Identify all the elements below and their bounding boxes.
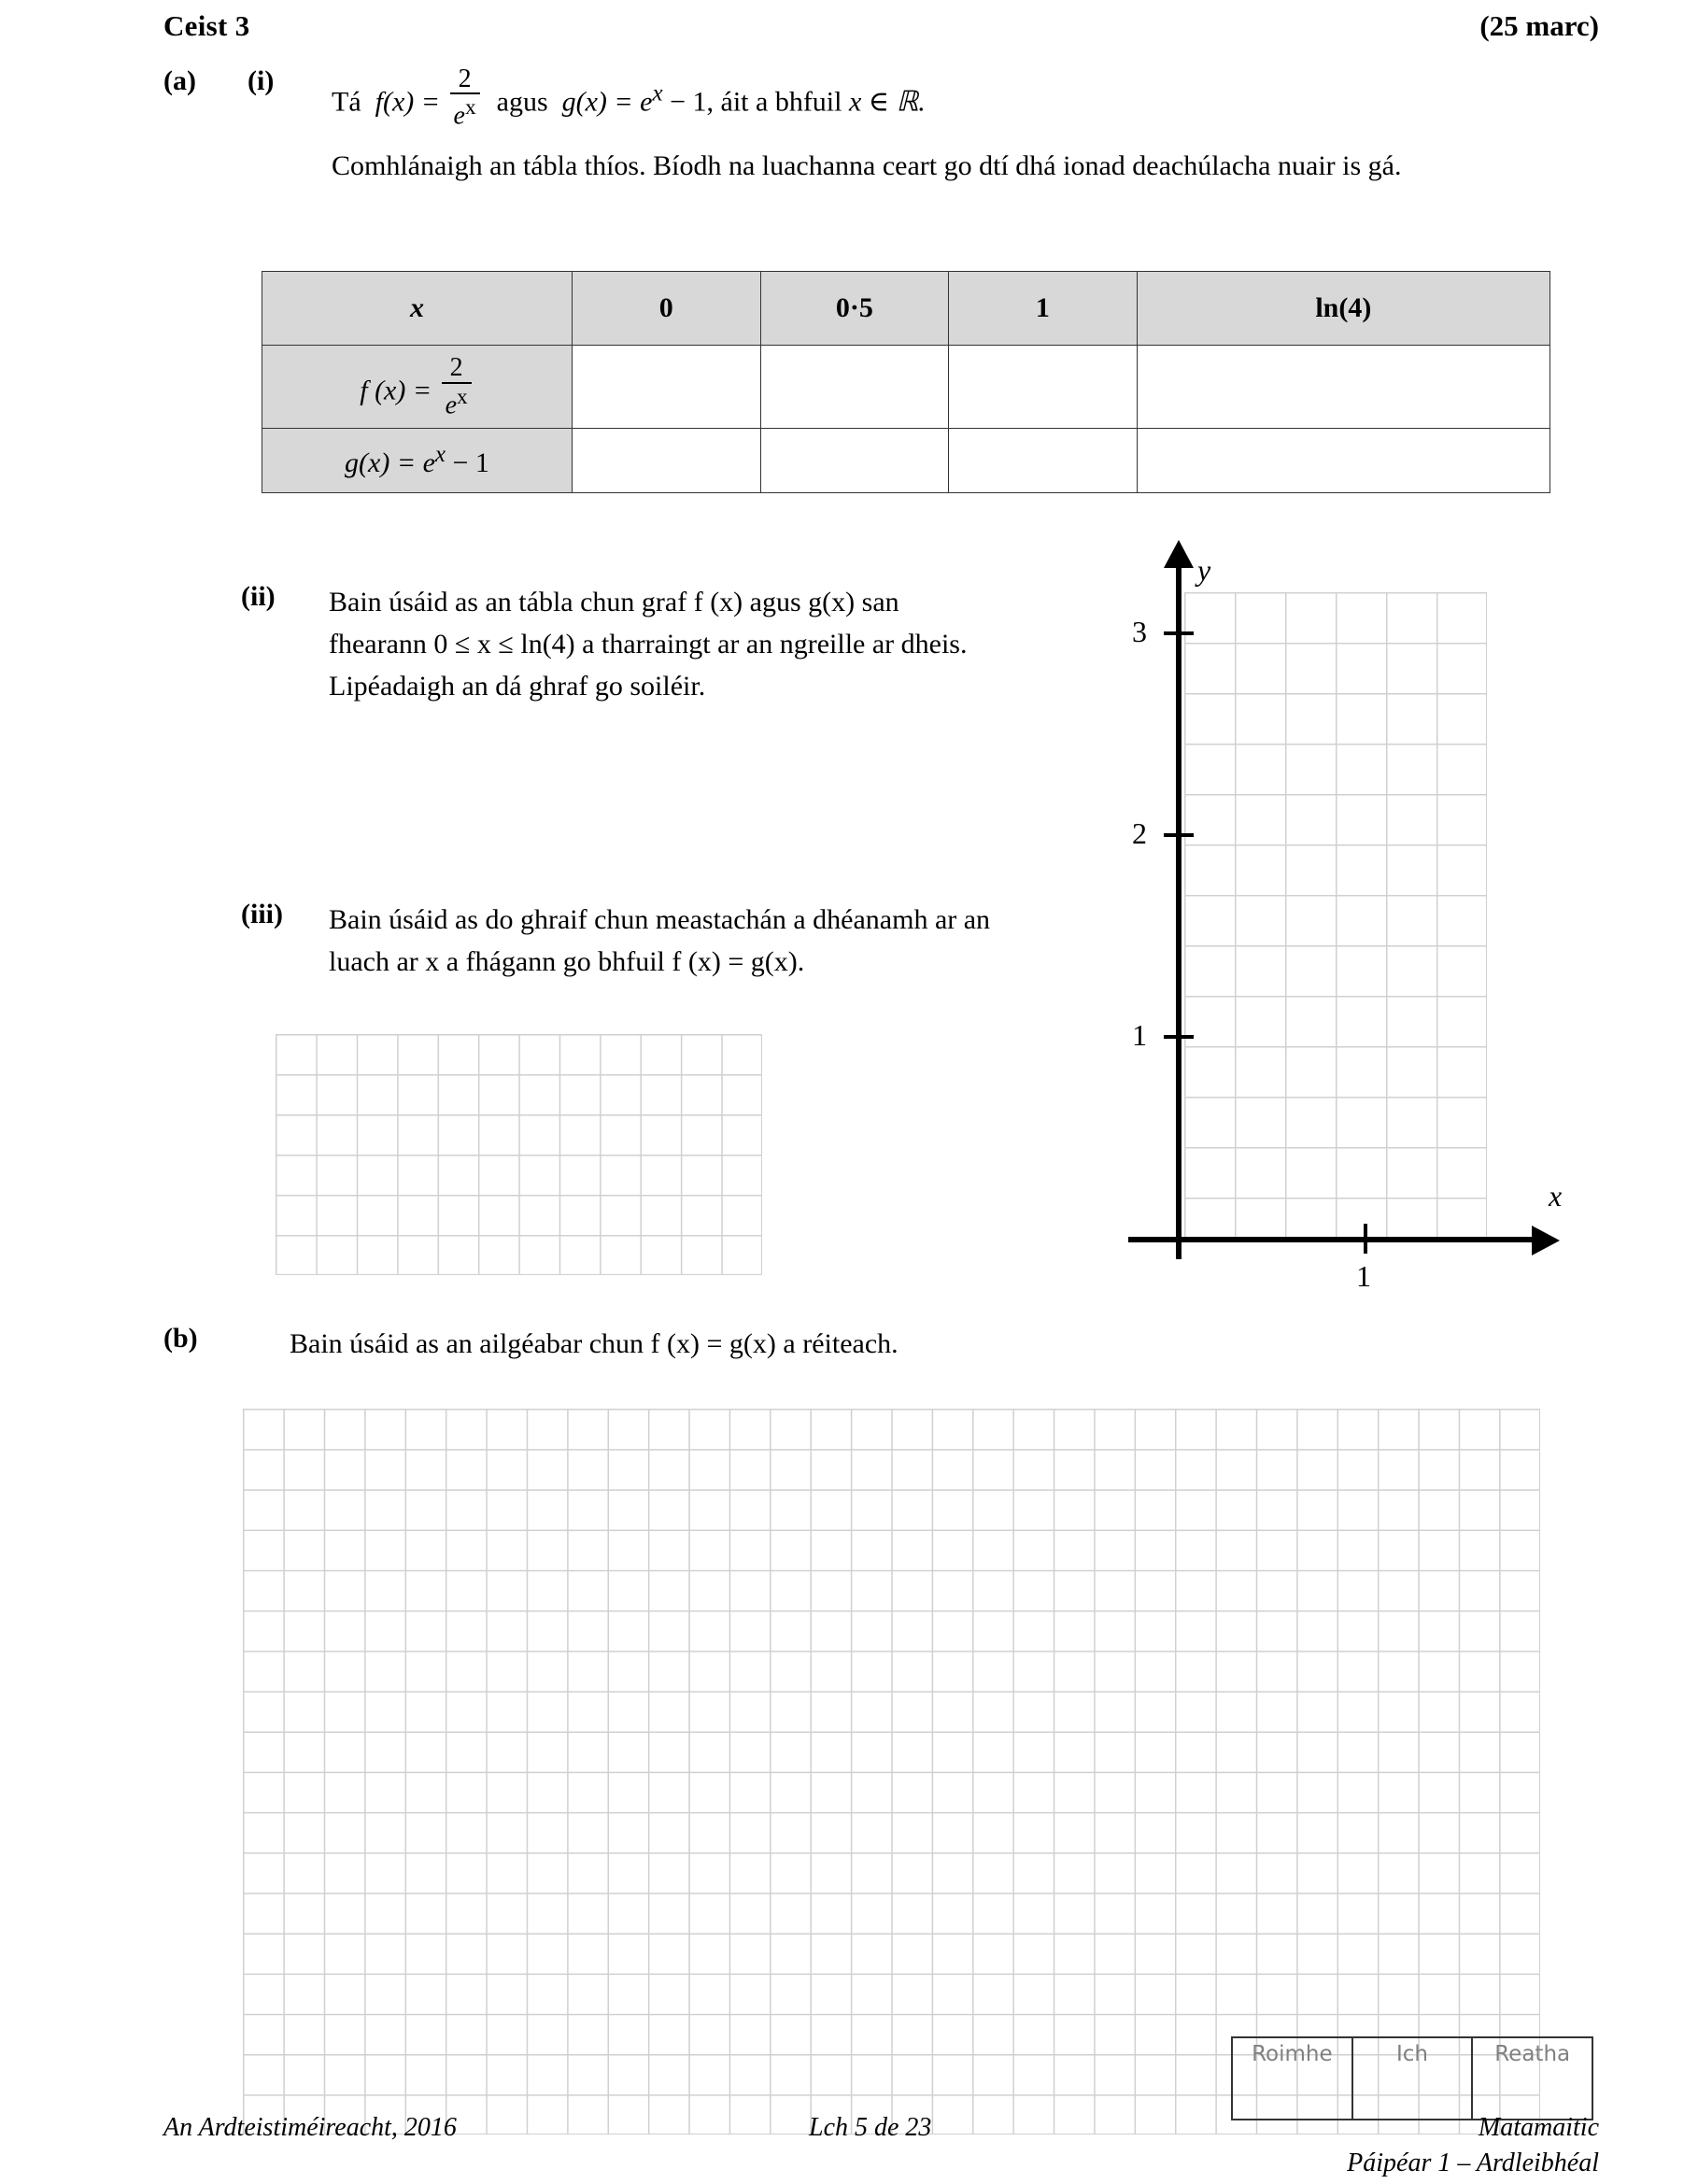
y-axis-label: y — [1197, 553, 1211, 587]
fraction-two-over-e-x — [450, 65, 480, 130]
answer-grid-a-iii[interactable] — [276, 1034, 762, 1275]
table-cell-g-0[interactable] — [572, 429, 760, 493]
y-tick-2-mark — [1164, 833, 1194, 837]
footer-exam-name: An Ardteistiméireacht, 2016 — [163, 2113, 457, 2142]
graph-grid[interactable] — [1184, 592, 1487, 1241]
table-header-x — [262, 272, 573, 346]
g-tail: − 1, áit a bhfuil — [662, 86, 849, 118]
row-f-exponent: x — [457, 384, 468, 409]
answer-grid-b[interactable] — [243, 1409, 1540, 2134]
footer-subject: Matamaitic — [1478, 2113, 1599, 2142]
x-tick-1-mark — [1364, 1224, 1367, 1254]
e-symbol: e — [453, 101, 465, 131]
table-header-0: 0 — [572, 272, 760, 346]
domain-statement: x ∈ ℝ. — [848, 86, 926, 118]
exponent-x: x — [464, 95, 476, 121]
row-label-f — [262, 346, 573, 429]
header-x-label: x — [409, 292, 424, 323]
statement-a-i-formula — [332, 65, 1452, 130]
y-tick-1-mark — [1164, 1035, 1194, 1039]
part-label-a: (a) — [163, 65, 196, 96]
g-of-x-label: g(x) = e — [561, 86, 653, 118]
statement-a-i-instruction: Comhlánaigh an tábla thíos. Bíodh na luachanna ceart go dtí dhá ionad deachúlacha nuair is gá. — [332, 150, 1402, 181]
statement-b: Bain úsáid as an ailgéabar chun f (x) = g(x) a réiteach. — [290, 1328, 899, 1359]
table-cell-f-05[interactable] — [760, 346, 949, 429]
table-cell-f-1[interactable] — [949, 346, 1138, 429]
y-tick-3-mark — [1164, 631, 1194, 635]
row-g-lhs: g(x) = e — [345, 447, 435, 478]
part-label-a-i: (i) — [248, 65, 275, 96]
table-cell-g-05[interactable] — [760, 429, 949, 493]
row-g-tail: − 1 — [446, 447, 489, 478]
table-row-f — [262, 346, 1550, 429]
footer-paper-level: Páipéar 1 – Ardleibhéal — [1347, 2149, 1599, 2177]
table-cell-f-ln4[interactable] — [1137, 346, 1549, 429]
marks-label: (25 marc) — [1479, 9, 1599, 42]
fraction-numerator: 2 — [458, 64, 472, 93]
y-tick-label-2: 2 — [1132, 816, 1147, 850]
row-label-g — [262, 429, 573, 493]
table-cell-g-1[interactable] — [949, 429, 1138, 493]
table-header-05: 0·5 — [760, 272, 949, 346]
statement-a-iii: Bain úsáid as do ghraif chun meastachán a dhéanamh ar an luach ar x a fhágann go bhfuil f (x) = g(x). — [329, 904, 991, 977]
row-g-exponent: x — [434, 442, 446, 467]
statement-a-ii: Bain úsáid as an tábla chun graf f (x) agus g(x) san fhearann 0 ≤ x ≤ ln(4) a tharraingt ar an ngreille ar dheis. Lipéadaigh an dá ghraf go soiléir. — [329, 587, 968, 702]
footer-page-number: Lch 5 de 23 — [809, 2113, 932, 2142]
table-header-1: 1 — [949, 272, 1138, 346]
row-f-lhs: f (x) = — [360, 376, 432, 407]
table-row-g — [262, 429, 1550, 493]
row-f-fraction — [442, 354, 472, 418]
y-axis-line — [1176, 560, 1182, 1259]
x-axis-arrow-icon — [1532, 1226, 1560, 1255]
row-f-denominator — [442, 382, 472, 419]
y-axis-arrow-icon — [1164, 540, 1194, 568]
x-axis-label: x — [1549, 1179, 1563, 1213]
fraction-denominator — [450, 92, 480, 130]
part-label-a-ii: (ii) — [241, 581, 276, 612]
part-label-a-iii: (iii) — [241, 899, 283, 929]
nav-previous-button[interactable]: Roimhe — [1233, 2038, 1353, 2119]
table-header-row — [262, 272, 1550, 346]
y-tick-label-3: 3 — [1132, 615, 1147, 648]
nav-page-button[interactable]: Ich — [1353, 2038, 1474, 2119]
ta-word: Tá — [332, 86, 361, 118]
table-cell-g-ln4[interactable] — [1137, 429, 1549, 493]
row-f-numerator: 2 — [449, 353, 463, 383]
g-exponent-x: x — [652, 80, 663, 106]
row-f-e: e — [445, 390, 458, 420]
value-table — [262, 271, 1550, 493]
part-label-b: (b) — [163, 1323, 198, 1354]
y-tick-label-1: 1 — [1132, 1018, 1147, 1052]
navigation-box — [1231, 2036, 1593, 2120]
agus-word: agus — [496, 86, 548, 118]
x-tick-label-1: 1 — [1356, 1259, 1371, 1293]
page-title: Ceist 3 — [163, 9, 250, 42]
f-of-x-label: f(x) = — [375, 86, 441, 118]
table-header-ln4: ln(4) — [1137, 272, 1549, 346]
nav-next-button[interactable]: Reatha — [1494, 2042, 1571, 2066]
x-axis-line — [1128, 1237, 1539, 1242]
table-cell-f-0[interactable] — [572, 346, 760, 429]
